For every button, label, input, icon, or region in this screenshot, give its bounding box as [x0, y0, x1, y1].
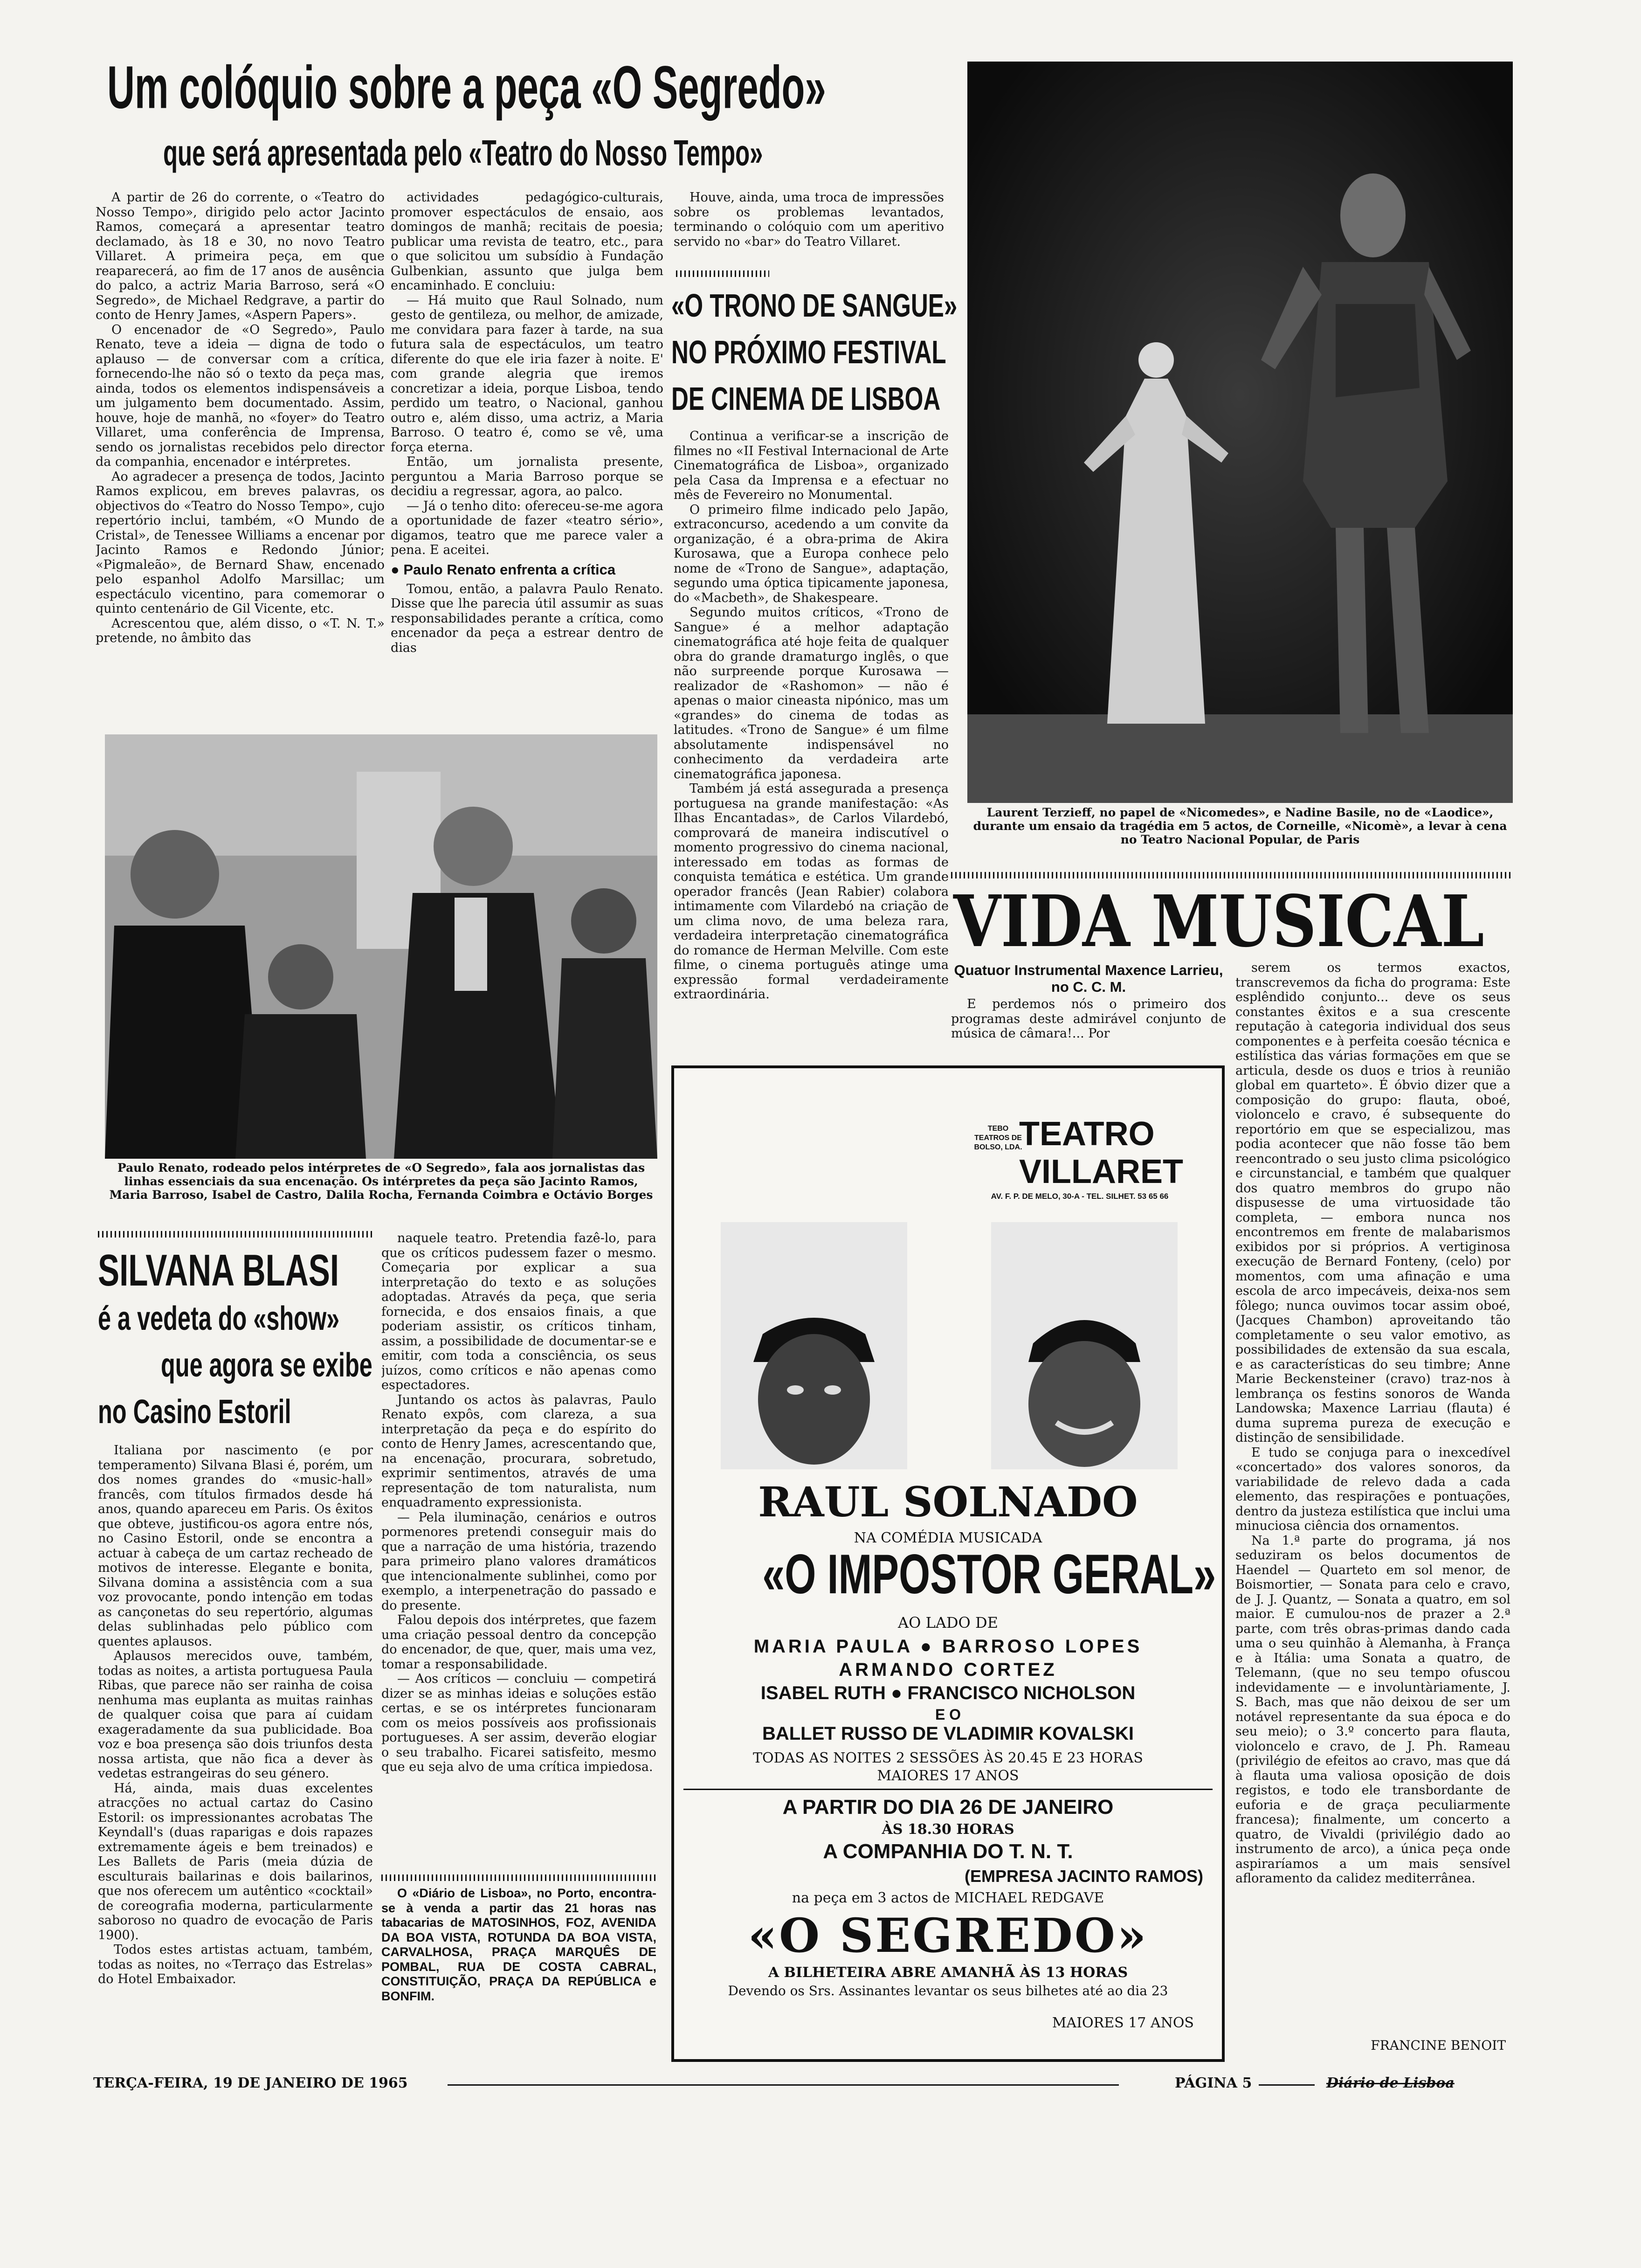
silvana-sub-3: no Casino Estoril [98, 1393, 291, 1431]
ad-cast-3: ISABEL RUTH ● FRANCISCO NICHOLSON [760, 1683, 1136, 1703]
photo-nicomedes-caption: Laurent Terzieff, no papel de «Nicomedes», e Nadine Basile, no de «Laodice», durante um ensaio da tragédia em 5 actos, de Corneille, «Nicomè», a levar à cena no Teatro Nacional Popular, de Paris [973, 806, 1507, 846]
vida-musical-signature: FRANCINE BENOIT [1371, 2038, 1506, 2053]
silvana-sub-2: que agora se exibe [161, 1347, 372, 1384]
article1-subhead: ● Paulo Renato enfrenta a crítica [391, 561, 616, 578]
trono-title-1: «O TRONO DE SANGUE» [671, 287, 958, 324]
ad-portrait-right-image [991, 1222, 1178, 1469]
article1-paragraph: actividades pedagógico-culturais, promover espectáculos de ensaio, aos domingos de manhã; recitais de poesia; publicar uma revista de teatro, etc., para o que solicitou um subsídio à Fundação Gulbenkian, assunto que julga bem encaminhado. E concluiu: [391, 190, 663, 293]
trono-title-2: NO PRÓXIMO FESTIVAL [671, 334, 946, 370]
notice-text: O «Diário de Lisboa», no Porto, encontra-se à venda a partir das 21 horas nas tabacarias de MATOSINHOS, FOZ, AVENIDA DA BOA VISTA, ROTUNDA DA BOA VISTA, CARVALHOSA, PRAÇA MARQUÊS DE POMBAL, RUA DE COSTA CABRAL, CONSTITUIÇÃO, PRAÇA DA REPÚBLICA e BONFIM. [381, 1886, 656, 2003]
ad-show-title-text: «O IMPOSTOR GERAL» [762, 1543, 1216, 1605]
article1-paragraph: Ao agradecer a presença de todos, Jacinto Ramos explicou, em breves palavras, os objectivos do «Teatro do Nosso Tempo», cujo repertório inclui, também, «O Mundo de Cristal», de Tenessee Williams a encenar por Jacinto Ramos e Redondo Júnior; «Pigmaleão», de Bernard Shaw, encenado pelo espanhol Adolfo Marsillac; um espectáculo vicentino, para comemorar o quinto centenário de Gil Vicente, etc. [96, 469, 385, 616]
article1-paragraph: O encenador de «O Segredo», Paulo Renato, teve a ideia — digna de todo o aplauso — de conversar com a crítica, fornecendo-lhe não só o texto da peça mas, ainda, todos os elementos indispensáveis a um julgamento bem documentado. Assim, houve, hoje de manhã, no «foyer» do Teatro Villaret, uma conferência de Imprensa, sendo os jornalistas recebidos pelo director da companhia, encenador e intérpretes. [96, 322, 385, 469]
footer-paper-name: Diário de Lisboa [1326, 2075, 1455, 2091]
ad-theatre-name: TEATRO VILLARET [1019, 1115, 1183, 1190]
trono-column [674, 429, 949, 1054]
ad-cast-1: MARIA PAULA ● BARROSO LOPES [753, 1636, 1143, 1657]
footer-date: TERÇA-FEIRA, 19 DE JANEIRO DE 1965 [93, 2075, 408, 2091]
trono-paragraph: Continua a verificar-se a inscrição de filmes no «II Festival Internacional de Arte Cinematográfica de Lisboa», organizado pela Casa da Imprensa e a efectuar no mês de Fevereiro no Monumental. [674, 429, 949, 502]
article1-continuation [381, 1231, 656, 1879]
article1-paragraph: Falou depois dos intérpretes, que fazem uma criação pessoal dentro da concepção do encenador, de que, quer, mais uma vez, tomar a responsabilidade. [381, 1613, 656, 1672]
ad-e-o: E O [935, 1706, 961, 1723]
ad-star-name: RAUL SOLNADO [758, 1478, 1138, 1526]
ad-peca: na peça em 3 actos de MICHAEL REDGAVE [792, 1890, 1104, 1906]
silvana-paragraph: Todos estes artistas actuam, também, todas as noites, no «Terraço das Estrelas» do Hotel Embaixador. [98, 1943, 373, 1986]
vida-musical-column-2 [1235, 961, 1510, 2038]
ad-portrait-left-image [721, 1222, 907, 1469]
footer-page: PÁGINA 5 [1175, 2075, 1252, 2091]
silvana-title: SILVANA BLASI [98, 1245, 339, 1295]
photo-nicomedes-image [967, 62, 1513, 803]
ad-divider [683, 1789, 1213, 1790]
article1-paragraph: — Pela iluminação, cenários e outros pormenores pretendi conseguir mais do que a narração de uma história, trazendo para primeiro plano valores dramáticos que intencionalmente sublinhei, como por exemplo, a interpenetração do passado e do presente. [381, 1510, 656, 1613]
trono-paragraph: Segundo muitos críticos, «Trono de Sangue» é a melhor adaptação cinematográfica até hoje feita de qualquer obra do grande dramaturgo inglês, o que não surpreende porque Kurosawa — realizador de «Rashomon» — não é apenas o maior cineasta nipónico, mas um «grandes» do cinema de todas as latitudes. «Trono de Sangue» é um filme absolutamente indispensável no conhecimento da verdadeira arte cinematográfica japonesa. [674, 605, 949, 781]
ad-show-title [674, 1544, 1222, 1604]
ad-maiores-1: MAIORES 17 ANOS [877, 1768, 1019, 1784]
article1-paragraph: — Aos críticos — concluiu — competirá dizer se as minhas ideias e soluções estão certas, e se os intérpretes funcionaram com os meios possíveis aos profissionais portugueses. A ser assim, deverão elogiar o seu trabalho. Ficarei satisfeito, mesmo que eu seja alvo de uma crítica impiedosa. [381, 1672, 656, 1774]
article1-paragraph: — Há muito que Raul Solnado, num gesto de gentileza, ou melhor, de amizade, me convidara para fazer à tarde, na sua futura sala de espectáculos, um teatro diferente do que ele iria fazer à noite. E' com grande alegria que iremos concretizar a ideia, porque Lisboa, tendo perdido um teatro, o Nacional, ganhou outro e, além disso, uma actriz, a Maria Barroso. O teatro é, como se vê, uma força eterna. [391, 293, 663, 455]
ad-bilheteira: A BILHETEIRA ABRE AMANHÃ ÀS 13 HORAS [768, 1964, 1128, 1981]
headline-title: Um colóquio sobre a peça «O Segredo» [107, 54, 826, 121]
ad-portrait-left [721, 1222, 907, 1469]
ad-assinantes: Devendo os Srs. Assinantes levantar os seus bilhetes até ao dia 23 [728, 1983, 1168, 1998]
article1-column-3 [674, 190, 944, 265]
silvana-paragraph: Italiana por nascimento (e por temperamento) Silvana Blasi é, porém, um dos nomes grandes do «music-hall» francês, com títulos firmados desde há anos, quando apareceu em Paris. Os êxitos que obteve, justificou-os agora entre nós, no Casino Estoril, onde se encontra a actuar à cabeça de um cartaz recheado de motivos de interesse. Elegante e bonita, Silvana domina a assistência com a sua voz provocante, pondo intenção em todas as cançonetas do seu repertório, algumas delas sublinhadas pelo público com quentes aplausos. [98, 1443, 373, 1649]
vida-musical-paragraph: E tudo se conjuga para o inexcedível «concertado» dos valores sonoros, da variabilidade de relevo dada a cada elemento, das respirações e pontuações, dentro da justeza estilística que inclui uma minuciosa ciência dos ornamentos. [1235, 1445, 1510, 1533]
trono-title-3: DE CINEMA DE LISBOA [671, 380, 941, 417]
silvana-sub-1: é a vedeta do «show» [98, 1300, 340, 1337]
ad-segredo: «O SEGREDO» [748, 1908, 1148, 1963]
vida-musical-column-1 [951, 997, 1226, 1041]
ad-companhia: A COMPANHIA DO T. N. T. [823, 1840, 1073, 1863]
silvana-paragraph: Aplausos merecidos ouve, também, todas as noites, a artista portuguesa Paula Ribas, que parece não ser rainha de coisa nenhuma mas euplanta as muitas rainhas de qualquer coisa que para aí cuidam exageradamente da sua publicidade. Boa voz e boa presença são dois triunfos desta nossa artista, que não fica a dever às vedetas estrangeiras do seu género. [98, 1649, 373, 1781]
separator [98, 1231, 373, 1238]
separator [951, 872, 1510, 878]
photo-colloquium [105, 734, 657, 1159]
ad-sessions: TODAS AS NOITES 2 SESSÕES ÀS 20.45 E 23 HORAS [753, 1750, 1143, 1766]
notice-box [381, 1886, 656, 2063]
vida-musical-paragraph: E perdemos nós o primeiro dos programas deste admirável conjunto de música de câmara!... Por [951, 997, 1226, 1041]
article1-paragraph: A partir de 26 do corrente, o «Teatro do Nosso Tempo», dirigido pelo actor Jacinto Ramos, começará a apresentar teatro declamado, às 18 e 30, no novo Teatro Villaret. A primeira peça, em que reaparecerá, ao fim de 17 anos de ausência do palco, a actriz Maria Barroso, será «O Segredo», de Michael Redgrave, a partir do conto de Henry James, «Aspern Papers». [96, 190, 385, 322]
ad-ballet: BALLET RUSSO DE VLADIMIR KOVALSKI [762, 1723, 1134, 1744]
article1-paragraph: naquele teatro. Pretendia fazê-lo, para que os críticos pudessem fazer o mesmo. Começaria por explicar a sua interpretação do texto e as soluções adoptadas. Através da peça, que seria fornecida, e dos ensaios finais, a que poderiam assistir, os críticos tinham, assim, a possibilidade de documentar-se e emitir, com toda a consciência, os seus juízos, como críticos e não apenas como espectadores. [381, 1231, 656, 1392]
headline [93, 54, 951, 173]
footer-rule-right [1259, 2084, 1315, 2086]
article1-paragraph: Acrescentou que, além disso, o «T. N. T.» pretende, no âmbito das [96, 616, 385, 645]
separator [676, 270, 769, 277]
trono-headline [671, 284, 958, 424]
ad-maiores-2: MAIORES 17 ANOS [1052, 2015, 1194, 2031]
vida-musical-paragraph: Na 1.ª parte do programa, já nos seduziram os belos documentos de Haendel — Quarteto em sol menor, de Boismortier, — Sonata para celo e cravo, de J. J. Quantz, — Sonata a quatro, em sol maior. E cumulou-nos de prazer a 2.ª parte, com três obras-primas dando cada uma o seu quinhão à Alemanha, à França e à Itália: uma Sonata a quatro, de Telemann, (que no seu tempo ofuscou indevidamente — e involuntàriamente, J. S. Bach, mas que não deixou de ser um notável representante da sua época e do seu meio); o 3.º concerto para flauta, violoncelo e cravo, de J. Ph. Rameau (privilégio de efeitos ao cravo, mas que dá à flauta uma valiosa oposição de dois registos, e todo ele transbordante de euforia e de graça peculiarmente francesa); finalmente, um concerto a quatro, de Vivaldi (privilégio dado ao instrumento de arco), a única peça onde aspiraríamos a um mais sensível afloramento da calidez mediterrânea. [1235, 1533, 1510, 1886]
article1-paragraph: Então, um jornalista presente, perguntou a Maria Barroso porque se decidiu a regressar, agora, ao palco. [391, 455, 663, 498]
ad-ao-lado: AO LADO DE [898, 1614, 998, 1632]
article1-column-1 [96, 190, 385, 726]
vida-musical-title: VIDA MUSICAL [953, 879, 1484, 963]
vida-musical-paragraph: serem os termos exactos, transcrevemos da ficha do programa: Este esplêndido conjunto... deve os seus constantes êxitos e a sua crescente reputação à categoria individual dos seus componentes e à perfeita coesão técnica e estilística das várias formações em que se articula, desde os duos e trios à reunião global em quarteto». É óbvio dizer que a composição do grupo: flauta, oboé, violoncelo e cravo, é subsequente do reportório em que se especializou, mas podia acontecer que não fosse tão bem reencontrado o seu justo clima psicológico e circunstancial, e também que qualquer dos quatro membros do grupo não dispusesse de uma virtuosidade tão completa, — embora nunca nos encontremos em frente de malabarismos exibidos por si próprios. A vertiginosa execução de Bernard Fonteny, (celo) por momentos, com uma afinação e uma escola de arco impecáveis, deixa-nos sem fôlego; nunca ouvimos tocar assim oboé, (Jacques Chambon) aproveitando tão completamente o seu valor emotivo, as possibilidades de extensão da sua escala, e as características do seu timbre; Anne Marie Beckensteiner (cravo) traz-nos à lembrança os festins sonoros de Wanda Landowska; Maxence Larriau (flauta) é duma suprema pureza de execução e distinção de sensibilidade. [1235, 961, 1510, 1445]
article1-paragraph: Juntando os actos às palavras, Paulo Renato expôs, com clareza, a sua interpretação da peça e do espírito do conto de Henry James, acrescentando que, na encenação, procurara, sobretudo, exprimir sentimentos, através de uma representação de tom naturalista, num enquadramento expressionista. [381, 1392, 656, 1510]
photo-colloquium-image [105, 734, 657, 1159]
ad-small-label: TEBO TEATROS DE BOLSO, LDA. [974, 1125, 1022, 1151]
silvana-headline [98, 1245, 378, 1441]
vida-musical-subhead: Quatuor Instrumental Maxence Larrieu, no C. C. M. [954, 962, 1223, 995]
silvana-column [98, 1443, 373, 2061]
article1-paragraph: Tomou, então, a palavra Paulo Renato. Disse que lhe parecia útil assumir as suas responsabilidades perante a crítica, como encenador da peça a estrear dentro de dias [391, 581, 663, 655]
ad-partir: A PARTIR DO DIA 26 DE JANEIRO [782, 1796, 1114, 1819]
separator [381, 1874, 656, 1881]
article1-paragraph: — Já o tenho dito: ofereceu-se-me agora a oportunidade de fazer «teatro sério», digamos, teatro que me parece valer a pena. E aceitei. [391, 498, 663, 557]
photo-nicomedes [967, 62, 1513, 803]
ad-empresa: (EMPRESA JACINTO RAMOS) [964, 1867, 1203, 1886]
headline-subtitle: que será apresentada pelo «Teatro do Nosso Tempo» [163, 133, 763, 173]
trono-paragraph: Também já está assegurada a presença portuguesa na grande manifestação: «As Ilhas Encantadas», de Carlos Vilardebó, comprovará de maneira indiscutível o momento progressivo do cinema nacional, interessado em todas as formas de conquista temática e estética. Um grande operador francês (Jean Rabier) colabora intimamente com Vilardebó na criação de um clima novo, de uma beleza rara, verdadeira interpretação cinematográfica do romance de Herman Melville. Com este filme, o cinema português atinge uma expressão formal verdadeiramente extraordinária. [674, 781, 949, 1002]
ad-na-comedia: NA COMÉDIA MUSICADA [854, 1530, 1042, 1546]
silvana-paragraph: Há, ainda, mais duas excelentes atracções no actual cartaz do Casino Estoril: os impressionantes acrobatas The Keyndall's (duas raparigas e dois rapazes extremamente ágeis e bem treinados) e Les Ballets de Paris (meia dúzia de esculturais bailarinas e dois bailarinos, que nos oferecem um autêntico «cocktail» de coreografia moderna, particularmente saboroso no quadro de evocação de Paris 1900). [98, 1781, 373, 1943]
footer-rule-left [448, 2084, 1119, 2086]
ad-horas: ÀS 18.30 HORAS [882, 1821, 1014, 1838]
article1-paragraph: Houve, ainda, uma troca de impressões sobre os problemas levantados, terminando o colóquio com um aperitivo servido no «bar» do Teatro Villaret. [674, 190, 944, 249]
trono-paragraph: O primeiro filme indicado pelo Japão, extraconcurso, acedendo a um convite da organização, é a obra-prima de Akira Kurosawa, que a Europa conhece pelo nome de «Trono de Sangue», adaptação, segundo uma óptica tipicamente japonesa, do «Macbeth», de Shakespeare. [674, 502, 949, 605]
photo-colloquium-caption: Paulo Renato, rodeado pelos intérpretes de «O Segredo», fala aos jornalistas das linhas essenciais da sua encenação. Os intérpretes da peça são Jacinto Ramos, Maria Barroso, Isabel de Castro, Dalila Rocha, Fernanda Coimbra e Octávio Borges [109, 1161, 653, 1202]
ad-portrait-right [991, 1222, 1178, 1469]
article1-column-2 [391, 190, 663, 726]
ad-address: AV. F. P. DE MELO, 30-A - TEL. SILHET. 53 65 66 [991, 1192, 1169, 1201]
theatre-ad [671, 1065, 1225, 2062]
ad-cast-2: ARMANDO CORTEZ [839, 1660, 1057, 1680]
